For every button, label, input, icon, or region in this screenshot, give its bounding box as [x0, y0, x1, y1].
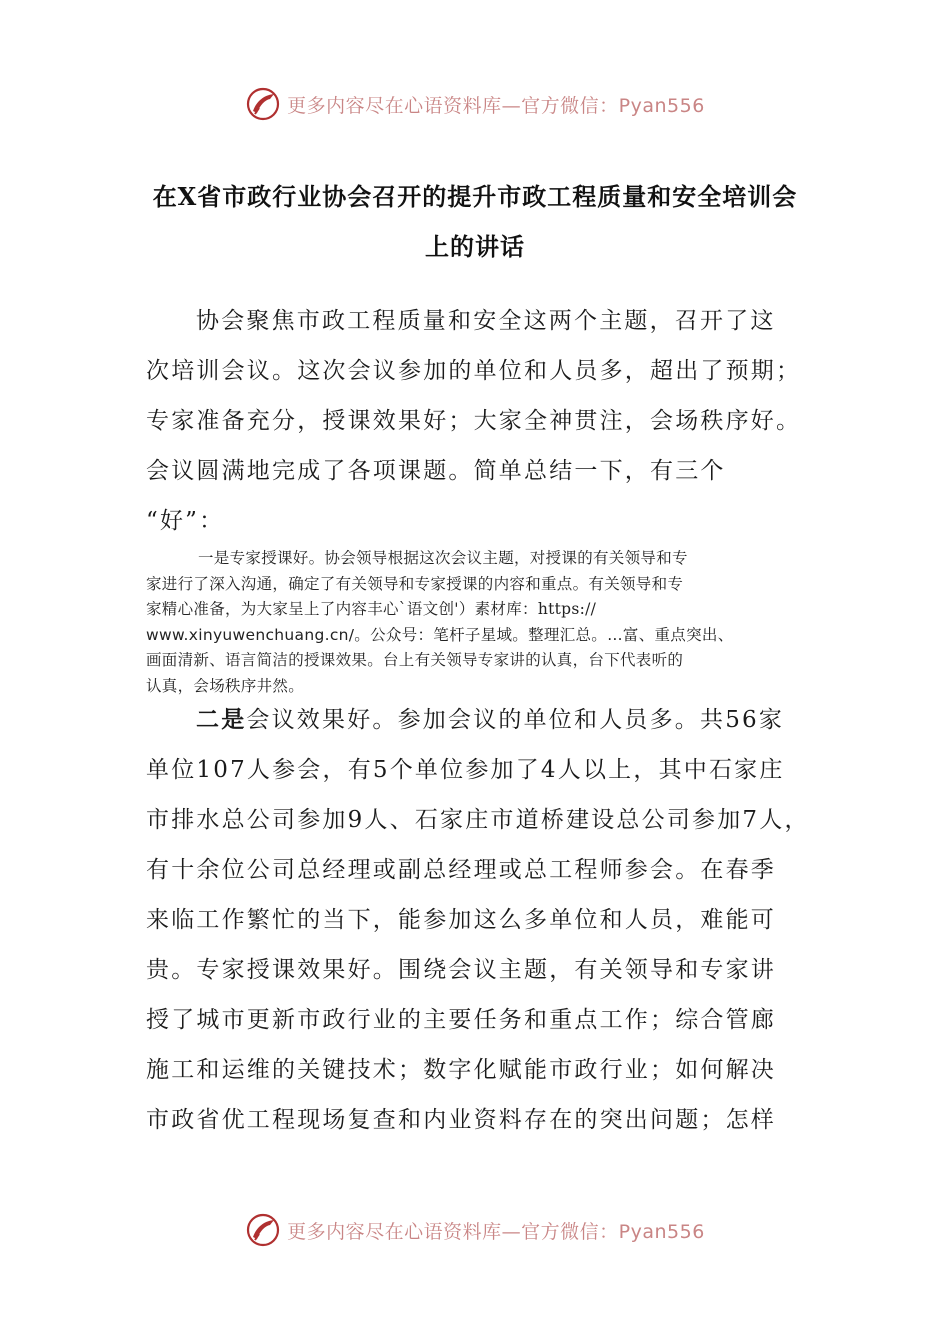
point-one-line: www.xinyuwenchuang.cn/。公众号：笔杆子星域。整理汇总。…富、重点突出、 — [146, 625, 734, 644]
point-two-line: 单位107人参会，有5个单位参加了4人以上，其中石家庄 — [146, 757, 785, 783]
intro-line: 次培训会议。这次会议参加的单位和人员多，超出了预期； — [146, 358, 802, 384]
point-two-lead: 二是 — [196, 706, 247, 733]
pen-logo-icon — [245, 86, 281, 122]
point-two-line: 市政省优工程现场复查和内业资料存在的突出问题；怎样 — [146, 1107, 776, 1133]
point-two-paragraph — [146, 695, 826, 1145]
watermark-text: 更多内容尽在心语资料库—官方微信：Pyan556 — [287, 1220, 705, 1243]
point-one-line: 画面清新、语言简洁的授课效果。台上有关领导专家讲的认真，台下代表听的 — [146, 651, 684, 669]
watermark-banner-bottom — [0, 1208, 950, 1252]
point-two-line: 施工和运维的关键技术；数字化赋能市政行业；如何解决 — [146, 1057, 776, 1083]
intro-line: 协会聚焦市政工程质量和安全这两个主题，召开了这 — [196, 308, 776, 334]
title-line-1: 在X省市政行业协会召开的提升市政工程质量和安全培训会 — [152, 182, 798, 211]
point-two-line: 授了城市更新市政行业的主要任务和重点工作；综合管廊 — [146, 1007, 776, 1033]
watermark-text: 更多内容尽在心语资料库—官方微信：Pyan556 — [287, 94, 705, 117]
intro-line: 会议圆满地完成了各项课题。简单总结一下，有三个 — [146, 458, 726, 484]
intro-paragraph — [146, 296, 826, 546]
pen-logo-icon — [245, 1212, 281, 1248]
title-line-2: 上的讲话 — [425, 232, 525, 261]
point-two-line: 贵。专家授课效果好。围绕会议主题，有关领导和专家讲 — [146, 957, 776, 983]
point-one-line: 家进行了深入沟通，确定了有关领导和专家授课的内容和重点。有关领导和专 — [146, 574, 684, 593]
point-two-line: 二是会议效果好。参加会议的单位和人员多。共56家 — [196, 706, 785, 733]
point-one-line: 一是专家授课好。协会领导根据这次会议主题，对授课的有关领导和专 — [198, 549, 688, 567]
intro-line: “好”： — [146, 508, 225, 534]
document-title — [140, 172, 810, 272]
watermark-banner-top — [0, 82, 950, 126]
point-two-line: 有十余位公司总经理或副总经理或总工程师参会。在春季 — [146, 857, 776, 883]
point-two-line: 市排水总公司参加9人、石家庄市道桥建设总公司参加7人， — [146, 807, 810, 833]
point-two-line: 来临工作繁忙的当下，能参加这么多单位和人员，难能可 — [146, 907, 776, 933]
intro-line: 专家准备充分，授课效果好；大家全神贯注，会场秩序好。 — [146, 408, 802, 434]
point-one-paragraph — [146, 546, 806, 699]
point-one-line: 家精心准备，为大家呈上了内容丰心`语文创'）素材库：https:// — [146, 600, 597, 618]
point-one-line: 认真，会场秩序井然。 — [146, 676, 305, 695]
